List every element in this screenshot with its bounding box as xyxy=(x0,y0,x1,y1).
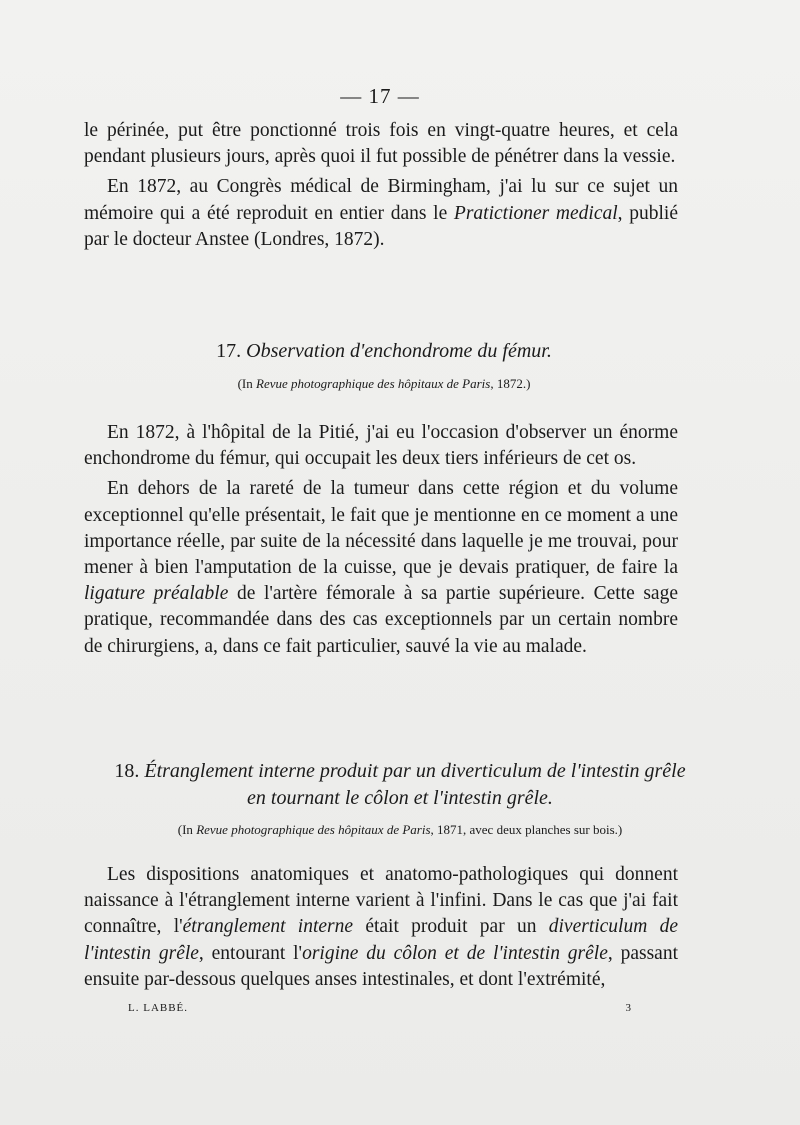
text-run: , 1872.) xyxy=(490,376,531,391)
emphasis: diverticulum de l'intestin grêle xyxy=(84,916,678,964)
text-run: , 1871, avec deux planches sur bois.) xyxy=(430,822,623,837)
journal-title: Pratictioner medical xyxy=(453,202,618,224)
source-journal: Revue photographique des hôpitaux de Paris xyxy=(256,376,491,391)
text-run: de l'artère fémorale à sa partie supérieure. Cette sage pratique, recommandée dans des cas exceptionnels par un certain nombre de chirurgiens, a, dans ce fait particulier, sauvé la vie au malade. xyxy=(84,583,678,657)
text-run: En dehors de la rareté de la tumeur dans cette région et du volume exceptionnel qu'elle présentait, le fait que je mentionne en ce moment a une importance réelle, par suite de la nécessité dans laquelle je me trouvai, pour mener à bien l'amputation de la cuisse, que je devais pratiquer, de faire la xyxy=(84,478,678,579)
text-run: était produit par un xyxy=(353,916,549,938)
section-18-body xyxy=(84,862,678,993)
text-run: , passant ensuite par-dessous quelques anses intestinales, et dont l'extrémité, xyxy=(84,942,679,990)
section-title: Observation d'enchondrome du fémur. xyxy=(246,340,552,362)
section-17-heading xyxy=(150,338,618,365)
paragraph-enchondrome: En 1872, à l'hôpital de la Pitié, j'ai eu l'occasion d'observer un énorme enchondrome du fémur, qui occupait les deux tiers inférieurs de cet os. xyxy=(84,422,678,470)
section-number: 17. xyxy=(216,340,242,362)
emphasis: étranglement interne xyxy=(182,916,354,938)
sheet-number: 3 xyxy=(625,1002,632,1014)
section-number: 18. xyxy=(114,760,140,782)
text-run: , entourant l' xyxy=(198,942,303,964)
emphasis: origine du côlon et de l'intestin grêle xyxy=(302,942,608,964)
text-run: Les dispositions anatomiques et anatomo-pathologiques qui donnent naissance à l'étranglement interne varient à l'infini. Dans le cas que j'ai fait connaître, l' xyxy=(84,864,678,938)
section-17-body xyxy=(84,420,678,660)
section-title-line-1: Étranglement interne produit par un diverticulum de l'intestin grêle xyxy=(144,760,686,782)
section-18-source xyxy=(100,822,700,838)
text-run: , publié par le docteur Anstee (Londres, 1872). xyxy=(84,202,678,250)
page-number: — 17 — xyxy=(340,84,420,108)
paragraph-etranglement xyxy=(84,862,678,993)
text-run: (In xyxy=(237,376,256,391)
paragraph-continuation: le périnée, put être ponctionné trois fois en vingt-quatre heures, et cela pendant plusieurs jours, après quoi il fut possible de pénétrer dans la vessie. xyxy=(84,120,678,168)
section-title-line-2: en tournant le côlon et l'intestin grêle. xyxy=(247,787,553,809)
text-run: En 1872, au Congrès médical de Birmingham, j'ai lu sur ce sujet un mémoire qui a été reproduit en entier dans le xyxy=(84,176,678,224)
section-17-source xyxy=(150,376,618,392)
paragraph-birmingham xyxy=(84,174,678,253)
emphasis: ligature préalable xyxy=(84,583,229,605)
opening-text xyxy=(84,118,678,253)
printer-signature: L. LABBÉ. xyxy=(128,1002,189,1014)
text-run: (In xyxy=(177,822,197,837)
paragraph-ligature xyxy=(84,476,678,659)
section-18-heading xyxy=(100,758,700,812)
source-journal: Revue photographique des hôpitaux de Paris xyxy=(196,822,431,837)
